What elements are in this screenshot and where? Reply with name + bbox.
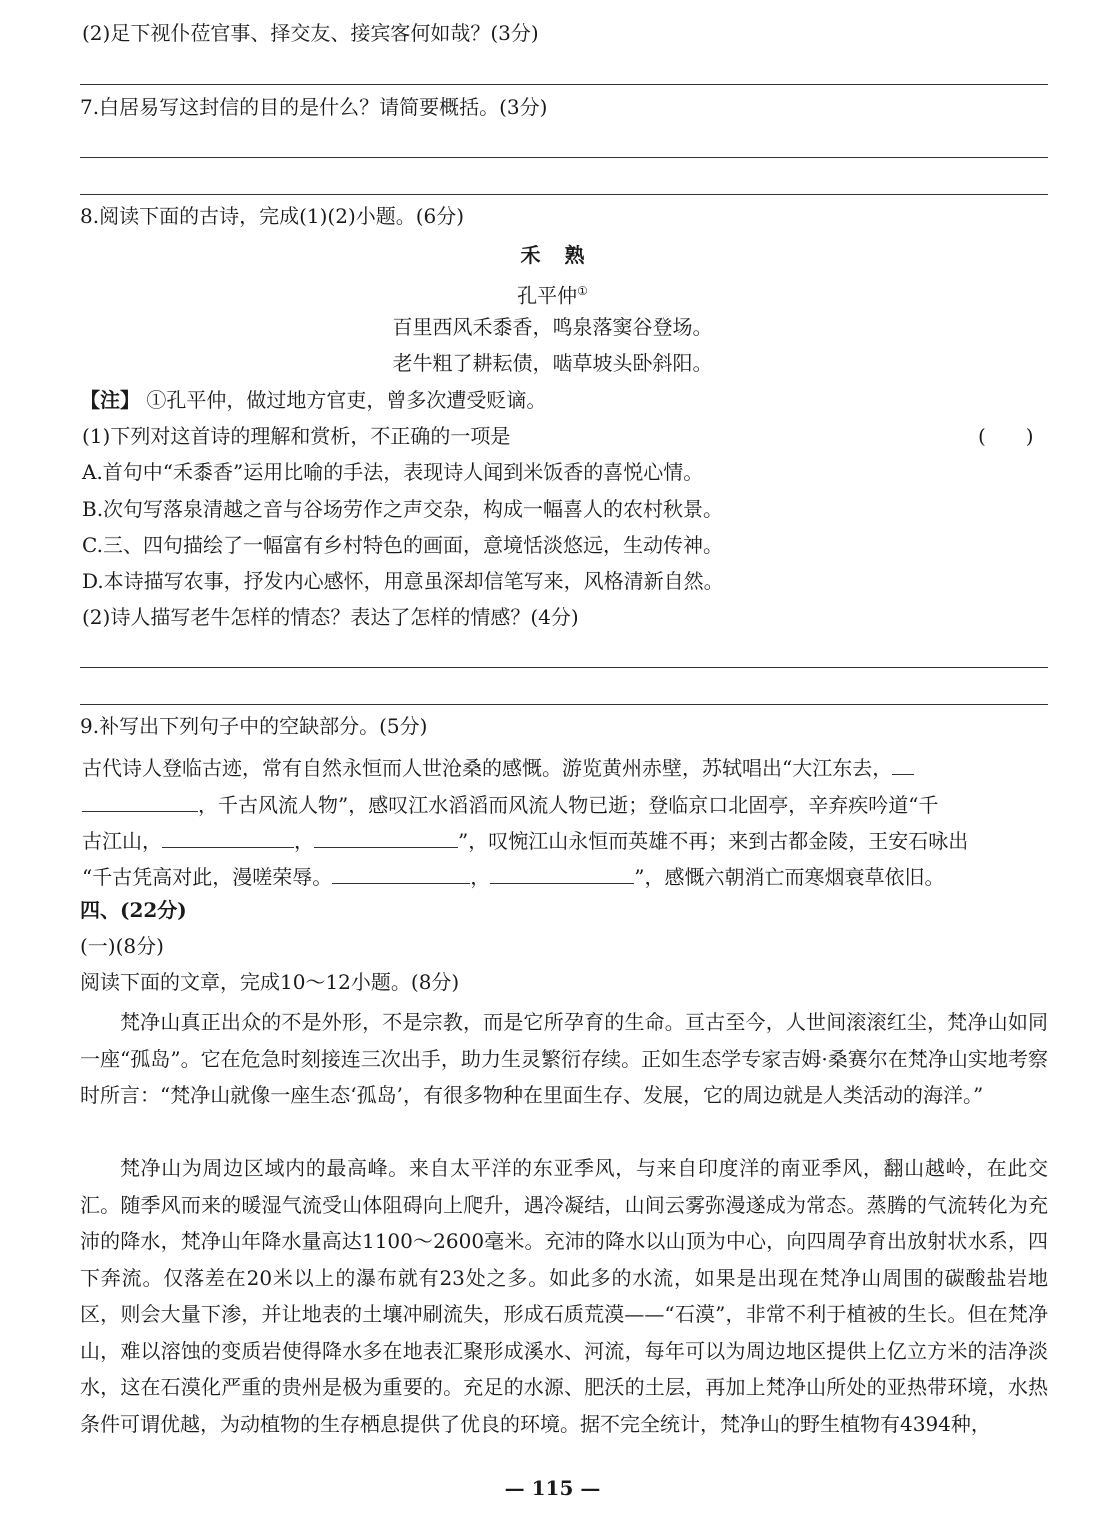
page-number: — 115 —: [504, 1476, 601, 1500]
question-9-line-2: ，千古风流人物”，感叹江水滔滔而风流人物已逝；登临京口北固亭，辛弃疾吟道“千: [82, 787, 938, 820]
question-9-line-1: 古代诗人登临古迹，常有自然永恒而人世沧桑的感慨。游览黄州赤壁，苏轼唱出“大江东去，: [82, 750, 914, 783]
question-9-line-3: 古江山， ， ”，叹惋江山永恒而英雄不再；来到古都金陵，王安石咏出: [82, 823, 968, 856]
answer-line: [80, 194, 1048, 195]
poem-author: [0, 276, 1105, 311]
question-9-line-4: “千古凭高对此，漫嗟荣辱。 ， ”，感慨六朝消亡而寒烟衰草依旧。: [82, 859, 944, 892]
option-a: A.首句中“禾黍香”运用比喻的手法，表现诗人闻到米饭香的喜悦心情。: [82, 460, 704, 484]
author-name: 孔平仲: [517, 283, 578, 308]
answer-line: [80, 667, 1048, 668]
passage-paragraph-1: 梵净山真正出众的不是外形，不是宗教，而是它所孕育的生命。亘古至今，人世间滚滚红尘，梵净山如同一座“孤岛”。它在危急时刻接连三次出手，助力生灵繁衍存续。正如生态学专家吉姆·桑赛尔在梵净山实地考察时所言：“梵净山就像一座生态‘孤岛’，有很多物种在里面生存、发展，它的周边就是人类活动的海洋。”: [80, 1010, 1048, 1107]
option-c: C.三、四句描绘了一幅富有乡村特色的画面，意境恬淡悠远，生动传神。: [82, 533, 723, 557]
fill-blank: [490, 859, 634, 884]
section-4-heading: 四、(22分): [80, 898, 187, 922]
poem-line-2: 老牛粗了耕耘债，啮草坡头卧斜阳。: [392, 351, 713, 375]
question-8-stem: 8.阅读下面的古诗，完成(1)(2)小题。(6分): [80, 204, 465, 228]
fill-blank: [314, 823, 458, 848]
poem-note: [80, 385, 546, 415]
poem-line-1: 百里西风禾黍香，鸣泉落窦谷登场。: [392, 315, 713, 339]
author-note-mark: ①: [577, 284, 588, 298]
question-8-1: (1)下列对这首诗的理解和赏析，不正确的一项是: [82, 424, 511, 448]
poem-title: 禾熟: [520, 243, 609, 267]
fill-blank: [82, 787, 198, 812]
fill-blank: [162, 823, 294, 848]
answer-bracket: ( ): [978, 424, 1034, 448]
note-text: ①孔平仲，做过地方官吏，曾多次遭受贬谪。: [146, 388, 547, 412]
question-9-stem: 9.补写出下列句子中的空缺部分。(5分): [80, 714, 428, 738]
section-4-part-1: (一)(8分): [80, 934, 164, 958]
passage-paragraph-2: 梵净山为周边区域内的最高峰。来自太平洋的东亚季风，与来自印度洋的南亚季风，翻山越岭，在此交汇。随季风而来的暖湿气流受山体阻碍向上爬升，遇冷凝结，山间云雾弥漫遂成为常态。蒸腾的气流转化为充沛的降水，梵净山年降水量高达1100～2600毫米。充沛的降水以山顶为中心，向四周孕育出放射状水系，四下奔流。仅落差在20米以上的瀑布就有23处之多。如此多的水流，如果是出现在梵净山周围的碳酸盐岩地区，则会大量下渗，并让地表的土壤冲刷流失，形成石质荒漠——“石漠”，非常不利于植被的生长。但在梵净山，难以溶蚀的变质岩使得降水多在地表汇聚形成溪水、河流，每年可以为周边地区提供上亿立方米的洁净淡水，这在石漠化严重的贵州是极为重要的。充足的水源、肥沃的土层，再加上梵净山所处的亚热带环境，水热条件可谓优越，为动植物的生存栖息提供了优良的环境。据不完全统计，梵净山的野生植物有4394种，: [80, 1156, 1048, 1436]
question-6-2: (2)足下视仆莅官事、择交友、接宾客何如哉？(3分): [82, 21, 539, 45]
note-label: 【注】: [80, 388, 140, 412]
answer-line: [80, 157, 1048, 158]
question-7: 7.白居易写这封信的目的是什么？请简要概括。(3分): [80, 95, 548, 119]
option-b: B.次句写落泉清越之音与谷场劳作之声交杂，构成一幅喜人的农村秋景。: [82, 497, 724, 521]
fill-blank: [332, 859, 470, 884]
fill-blank: [892, 750, 914, 775]
question-8-2: (2)诗人描写老牛怎样的情态？表达了怎样的情感？(4分): [82, 605, 579, 629]
answer-line: [80, 704, 1048, 705]
answer-line: [80, 84, 1048, 85]
reading-stem: 阅读下面的文章，完成10～12小题。(8分): [80, 970, 460, 994]
option-d: D.本诗描写农事，抒发内心感怀，用意虽深却信笔写来，风格清新自然。: [82, 569, 724, 593]
